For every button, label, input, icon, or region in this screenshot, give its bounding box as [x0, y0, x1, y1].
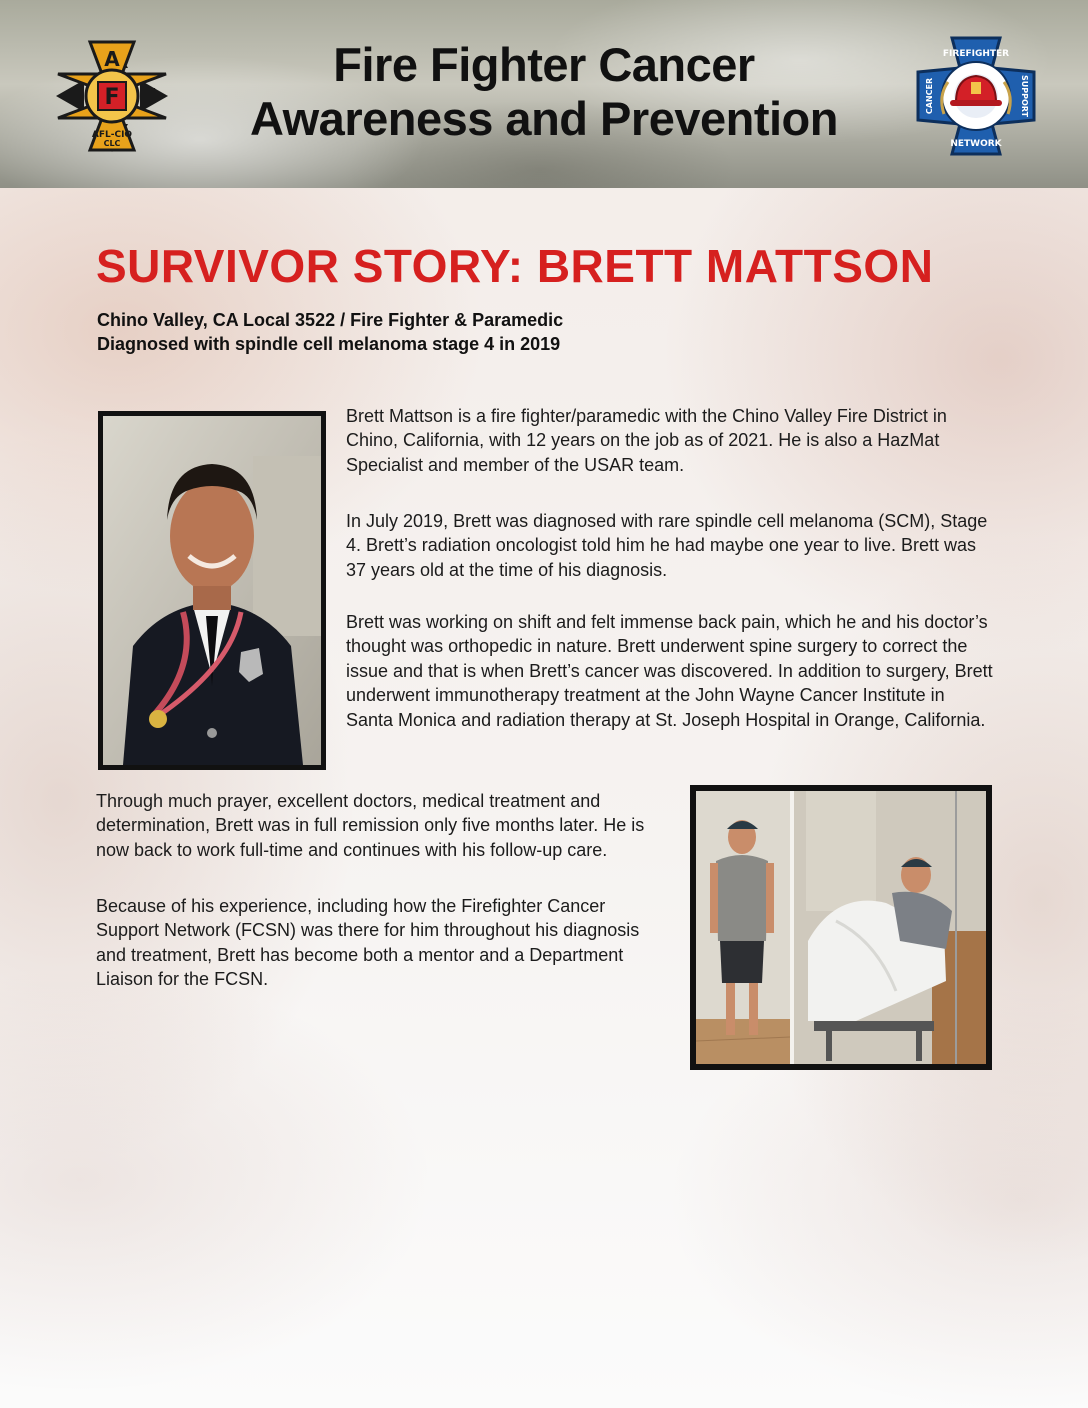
header-title-line-2: Awareness and Prevention — [250, 92, 838, 145]
header-title-line-1: Fire Fighter Cancer — [333, 38, 755, 91]
svg-text:CLC: CLC — [103, 139, 121, 148]
svg-text:F: F — [143, 84, 157, 108]
svg-text:CANCER: CANCER — [925, 77, 934, 115]
story-paragraph-5: Because of his experience, including how the Firefighter Cancer Support Network (FCSN) was there for him throughout his diagnosis and treatment, Brett has become both a mentor and a Department Liaison for the FCSN. — [96, 896, 640, 990]
recovery-collage-photo — [690, 785, 992, 1070]
story-subtitle — [97, 308, 563, 356]
svg-text:F: F — [104, 85, 120, 110]
svg-text:NETWORK: NETWORK — [950, 139, 1002, 149]
story-paragraph-1: Brett Mattson is a fire fighter/paramedic with the Chino Valley Fire District in Chino, California, with 12 years on the job as of 2021. He is also a HazMat Specialist and member of the USAR team. — [346, 406, 947, 475]
iaff-logo-icon — [50, 34, 174, 158]
portrait-photo — [98, 411, 326, 770]
svg-text:FIREFIGHTER: FIREFIGHTER — [942, 49, 1010, 59]
page-header — [0, 0, 1088, 188]
svg-text:SUPPORT: SUPPORT — [1020, 74, 1029, 118]
story-title: SURVIVOR STORY: BRETT MATTSON — [96, 240, 934, 292]
fcsn-logo-icon — [914, 34, 1038, 158]
subtitle-line-1: Chino Valley, CA Local 3522 / Fire Fighter & Paramedic — [97, 310, 564, 330]
svg-text:A: A — [104, 47, 120, 71]
story-paragraph-4: Through much prayer, excellent doctors, medical treatment and determination, Brett was in full remission only five months later. He is now back to work full-time and continues with his follow-up care. — [96, 791, 645, 860]
story-paragraph-3: Brett was working on shift and felt immense back pain, which he and his doctor’s thought was orthopedic in nature. Brett underwent spine surgery to correct the issue and that is when Brett’s cancer was discovered. In addition to surgery, Brett underwent immunotherapy treatment at the John Wayne Cancer Institute in Santa Monica and radiation therapy at St. Joseph Hospital in Orange, California. — [346, 612, 993, 730]
svg-text:I: I — [70, 84, 78, 108]
subtitle-line-2: Diagnosed with spindle cell melanoma stage 4 in 2019 — [97, 334, 561, 354]
story-paragraph-2: In July 2019, Brett was diagnosed with rare spindle cell melanoma (SCM), Stage 4. Brett’s radiation oncologist told him he had maybe one year to live. Brett was 37 years old at the time of his diagnosis. — [346, 511, 988, 580]
svg-text:AFL-CIO: AFL-CIO — [91, 130, 133, 140]
header-title — [180, 38, 908, 146]
